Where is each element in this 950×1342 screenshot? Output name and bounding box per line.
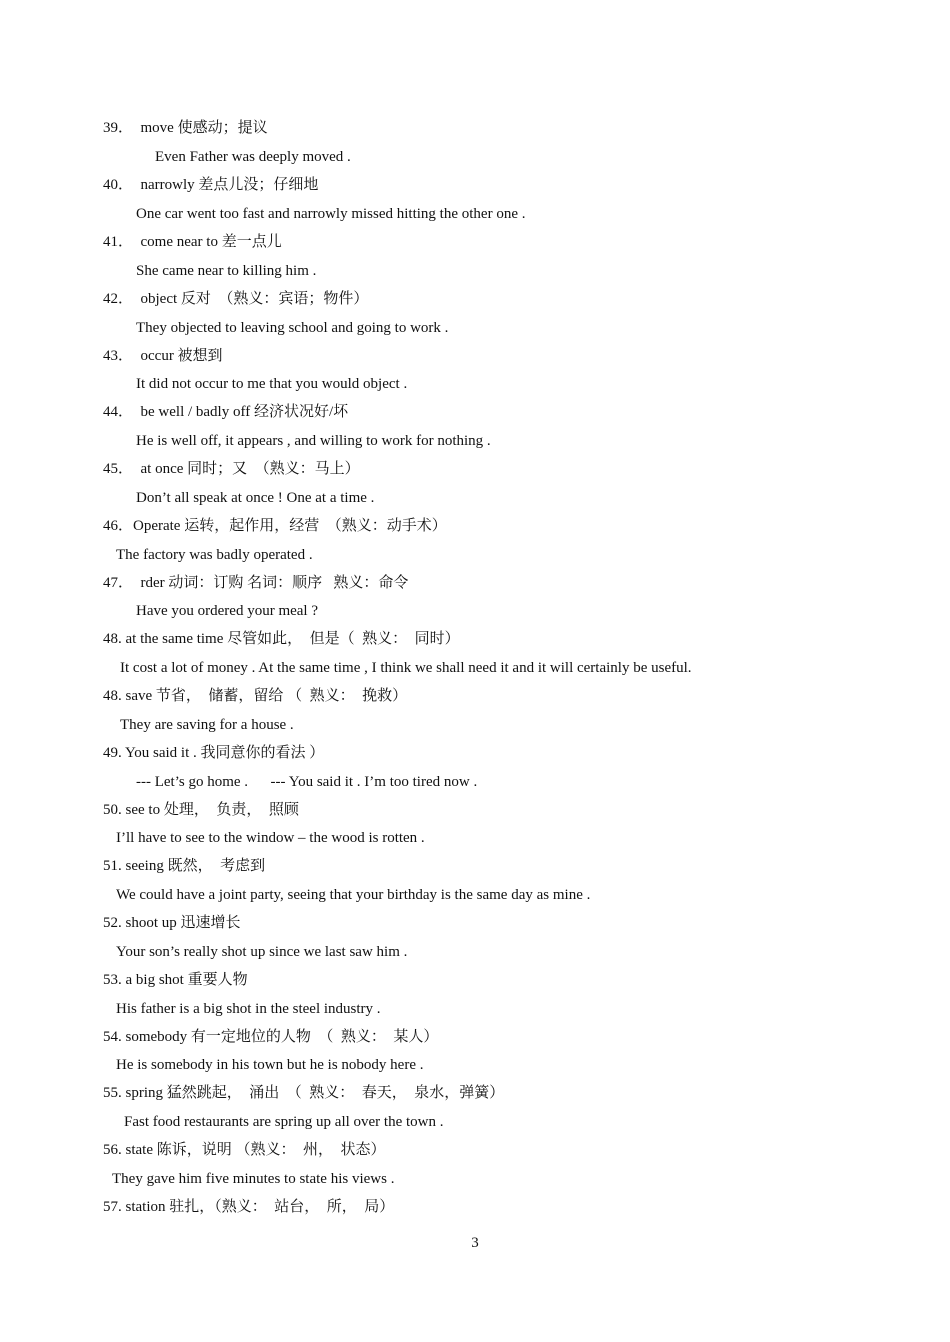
entry-46-example: The factory was badly operated .: [116, 547, 313, 563]
entry-47-term: 47． rder 动词：订购 名词：顺序 熟义：命令: [103, 575, 409, 591]
entry-51-term: 51. seeing 既然， 考虑到: [103, 858, 266, 874]
page-number: 3: [471, 1235, 479, 1251]
entry-39-example: Even Father was deeply moved .: [155, 149, 351, 165]
entry-54-example: He is somebody in his town but he is nobody here .: [116, 1057, 424, 1073]
entry-49-example: --- Let’s go home . --- You said it . I’m too tired now .: [136, 774, 478, 790]
entry-44-term: 44． be well / badly off 经济状况好/坏: [103, 404, 349, 420]
entry-55-term: 55. spring 猛然跳起， 涌出 （ 熟义： 春天， 泉水，弹簧）: [103, 1085, 505, 1101]
entry-40-example: One car went too fast and narrowly missed hitting the other one .: [136, 206, 526, 222]
entry-56-term: 56. state 陈诉，说明 （熟义： 州， 状态）: [103, 1142, 386, 1158]
entry-48a-example: It cost a lot of money . At the same time , I think we shall need it and it will certainly be useful.: [120, 660, 692, 676]
entry-40-term: 40． narrowly 差点儿没；仔细地: [103, 177, 319, 193]
entry-43-example: It did not occur to me that you would object .: [136, 376, 408, 392]
entry-56-example: They gave him five minutes to state his views .: [112, 1171, 395, 1187]
entry-45-example: Don’t all speak at once ! One at a time .: [136, 490, 375, 506]
entry-48b-term: 48. save 节省， 储蓄，留给 （ 熟义： 挽救）: [103, 688, 408, 704]
entry-50-example: I’ll have to see to the window – the wood is rotten .: [116, 830, 425, 846]
entry-53-term: 53. a big shot 重要人物: [103, 972, 248, 988]
entry-50-term: 50. see to 处理， 负责， 照顾: [103, 802, 299, 818]
entry-39-term: 39． move 使感动；提议: [103, 120, 268, 136]
entry-53-example: His father is a big shot in the steel industry .: [116, 1001, 381, 1017]
entry-51-example: We could have a joint party, seeing that your birthday is the same day as mine .: [116, 887, 591, 903]
entry-43-term: 43． occur 被想到: [103, 348, 223, 364]
entry-41-term: 41． come near to 差一点儿: [103, 234, 282, 250]
entry-44-example: He is well off, it appears , and willing to work for nothing .: [136, 433, 491, 449]
entry-45-term: 45． at once 同时；又 （熟义：马上）: [103, 461, 360, 477]
entry-42-term: 42． object 反对 （熟义：宾语；物件）: [103, 291, 369, 307]
entry-42-example: They objected to leaving school and going to work .: [136, 320, 449, 336]
entry-46-term: 46．Operate 运转，起作用，经营 （熟义：动手术）: [103, 518, 447, 534]
entry-55-example: Fast food restaurants are spring up all over the town .: [124, 1114, 444, 1130]
entry-57-term: 57. station 驻扎，（熟义： 站台， 所， 局）: [103, 1199, 395, 1215]
entry-52-example: Your son’s really shot up since we last saw him .: [116, 944, 408, 960]
entry-49-term: 49. You said it . 我同意你的看法 ）: [103, 745, 325, 761]
entry-47-example: Have you ordered your meal ?: [136, 603, 319, 619]
entry-54-term: 54. somebody 有一定地位的人物 （ 熟义： 某人）: [103, 1029, 439, 1045]
entry-48b-example: They are saving for a house .: [120, 717, 294, 733]
entry-52-term: 52. shoot up 迅速增长: [103, 915, 241, 931]
entry-48a-term: 48. at the same time 尽管如此， 但是（ 熟义： 同时）: [103, 631, 460, 647]
entry-41-example: She came near to killing him .: [136, 263, 317, 279]
